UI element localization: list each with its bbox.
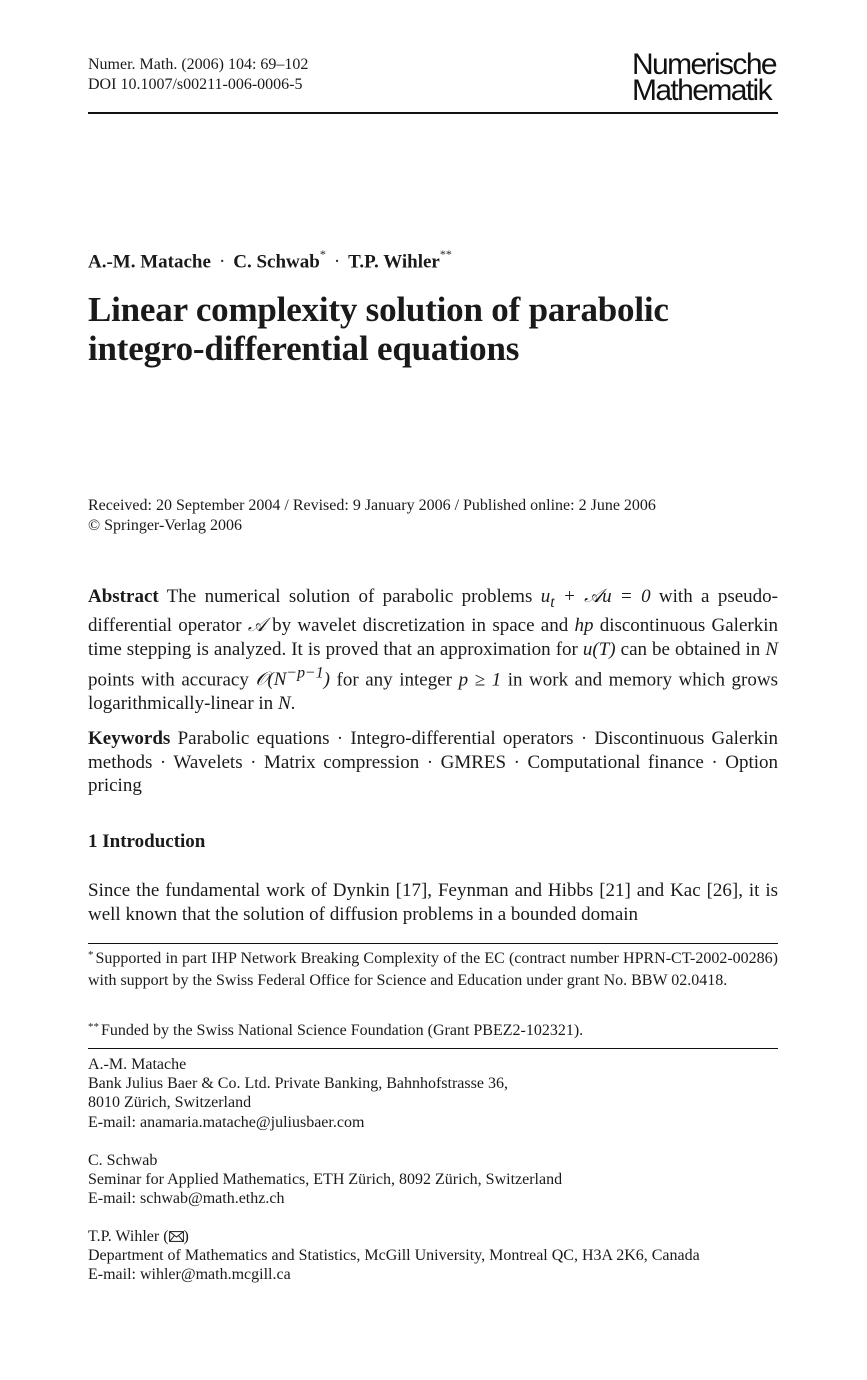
abstract-label: Abstract — [88, 586, 159, 607]
math-p-condition: p ≥ 1 — [458, 668, 502, 690]
affiliation-name: A.-M. Matache — [88, 1056, 187, 1073]
keywords — [88, 727, 778, 798]
abstract-text: for any integer — [329, 668, 459, 690]
abstract-text: by wavelet discretization in space and — [265, 615, 575, 637]
received-revised-published: Received: 20 September 2004 / Revised: 9 January 2006 / Published online: 2 June 2006 — [88, 497, 656, 514]
journal-logo-line-2: Mathematik — [631, 74, 771, 107]
journal-logo — [631, 48, 776, 107]
keywords-text: Parabolic equations · Integro-differential operators · Discontinuous Galerkin methods · Wavelets · Matrix compression · GMRES · Computational finance · Option pricing — [88, 728, 778, 797]
author-separator: · — [218, 251, 226, 273]
math-order — [255, 664, 330, 690]
affiliation-address: 8010 Zürich, Switzerland — [88, 1094, 252, 1112]
math-operator: 𝒜 — [247, 615, 266, 637]
author-name: A.-M. Matache — [88, 251, 211, 273]
affiliation-email[interactable]: E-mail: wihler@math.mcgill.ca — [88, 1266, 291, 1284]
footnote-mark: * — [88, 949, 94, 961]
keywords-label: Keywords — [88, 728, 171, 749]
header-rule — [88, 112, 778, 114]
abstract — [88, 585, 778, 715]
abstract-text: points with accuracy — [88, 668, 256, 690]
doi-line: DOI 10.1007/s00211-006-0006-5 — [88, 76, 303, 93]
affiliation-rule — [88, 1048, 778, 1049]
math-subscript: t — [550, 593, 555, 611]
section-body: Since the fundamental work of Dynkin [17], Feynman and Hibbs [21] and Kac [26], it is well known that the solution of diffusion problems in a bounded domain — [88, 880, 778, 925]
paper-title — [88, 290, 778, 368]
affiliation-block — [88, 1055, 778, 1132]
affiliation-block — [88, 1151, 778, 1209]
citation-line: Numer. Math. (2006) 104: 69–102 — [88, 56, 309, 73]
page-header — [88, 48, 778, 113]
affiliation-address: Department of Mathematics and Statistics, McGill University, Montreal QC, H3A 2K6, Canada — [88, 1247, 700, 1265]
abstract-text: with a pseudo-differential operator — [88, 586, 778, 637]
author-name: T.P. Wihler — [348, 251, 440, 273]
abstract-text: in work and memory which grows logarithmically-linear in — [88, 668, 778, 714]
journal-logo-line-1: Numerische — [631, 48, 776, 81]
footnote-mark: ** — [88, 1021, 99, 1033]
title-line-1: Linear complexity solution of parabolic — [88, 290, 669, 329]
affiliation-address: Bank Julius Baer & Co. Ltd. Private Banking, Bahnhofstrasse 36, — [88, 1075, 508, 1093]
footnote-text: Supported in part IHP Network Breaking Complexity of the EC (contract number HPRN-CT-2002-00286) with support by the Swiss Federal Office for Science and Education under grant No. BBW 02.0418. — [88, 950, 778, 989]
footnote — [88, 1021, 778, 1043]
copyright-line: © Springer-Verlag 2006 — [88, 517, 243, 534]
math-uT: u(T) — [582, 638, 616, 660]
section-heading: 1 Introduction — [88, 831, 206, 852]
affiliation-name-row — [88, 1227, 778, 1246]
footnote — [88, 949, 778, 990]
math-hp: hp — [574, 615, 594, 637]
math-var: u — [540, 586, 551, 607]
math-superscript: −p−1 — [286, 664, 324, 682]
footnote-text: Funded by the Swiss National Science Foundation (Grant PBEZ2-102321). — [101, 1022, 584, 1039]
author-list — [88, 249, 452, 273]
author-footnote-mark: ** — [439, 247, 452, 261]
math-order-close: ) — [323, 668, 330, 690]
envelope-icon — [169, 1231, 184, 1242]
abstract-text: . — [290, 692, 296, 714]
publication-dates — [88, 496, 656, 536]
abstract-text: can be obtained in — [615, 638, 766, 660]
math-order-base: 𝒪(N — [255, 668, 287, 690]
affiliation-email[interactable]: E-mail: schwab@math.ethz.ch — [88, 1190, 285, 1208]
author-footnote-mark: * — [319, 247, 326, 261]
math-ut — [540, 586, 555, 611]
affiliation-address: Seminar for Applied Mathematics, ETH Zürich, 8092 Zürich, Switzerland — [88, 1171, 563, 1189]
math-N: N — [765, 638, 778, 660]
affiliation-email[interactable]: E-mail: anamaria.matache@juliusbaer.com — [88, 1113, 365, 1131]
abstract-text: The numerical solution of parabolic problems — [158, 586, 541, 607]
math-equation: + 𝒜u = 0 — [554, 586, 651, 607]
affiliation-name: T.P. Wihler ( — [88, 1228, 169, 1245]
affiliation-block — [88, 1227, 778, 1285]
affiliation-name-close: ) — [183, 1228, 189, 1245]
citation-block — [88, 55, 308, 95]
author-name: C. Schwab — [233, 251, 320, 273]
affiliation-name: C. Schwab — [88, 1152, 158, 1169]
abstract-text: discontinuous Galerkin time stepping is analyzed. It is proved that an approximation for — [88, 615, 778, 660]
author-separator: · — [333, 251, 341, 273]
title-line-2: integro-differential equations — [88, 329, 520, 368]
footnote-rule — [88, 943, 778, 944]
math-N: N — [277, 692, 291, 714]
